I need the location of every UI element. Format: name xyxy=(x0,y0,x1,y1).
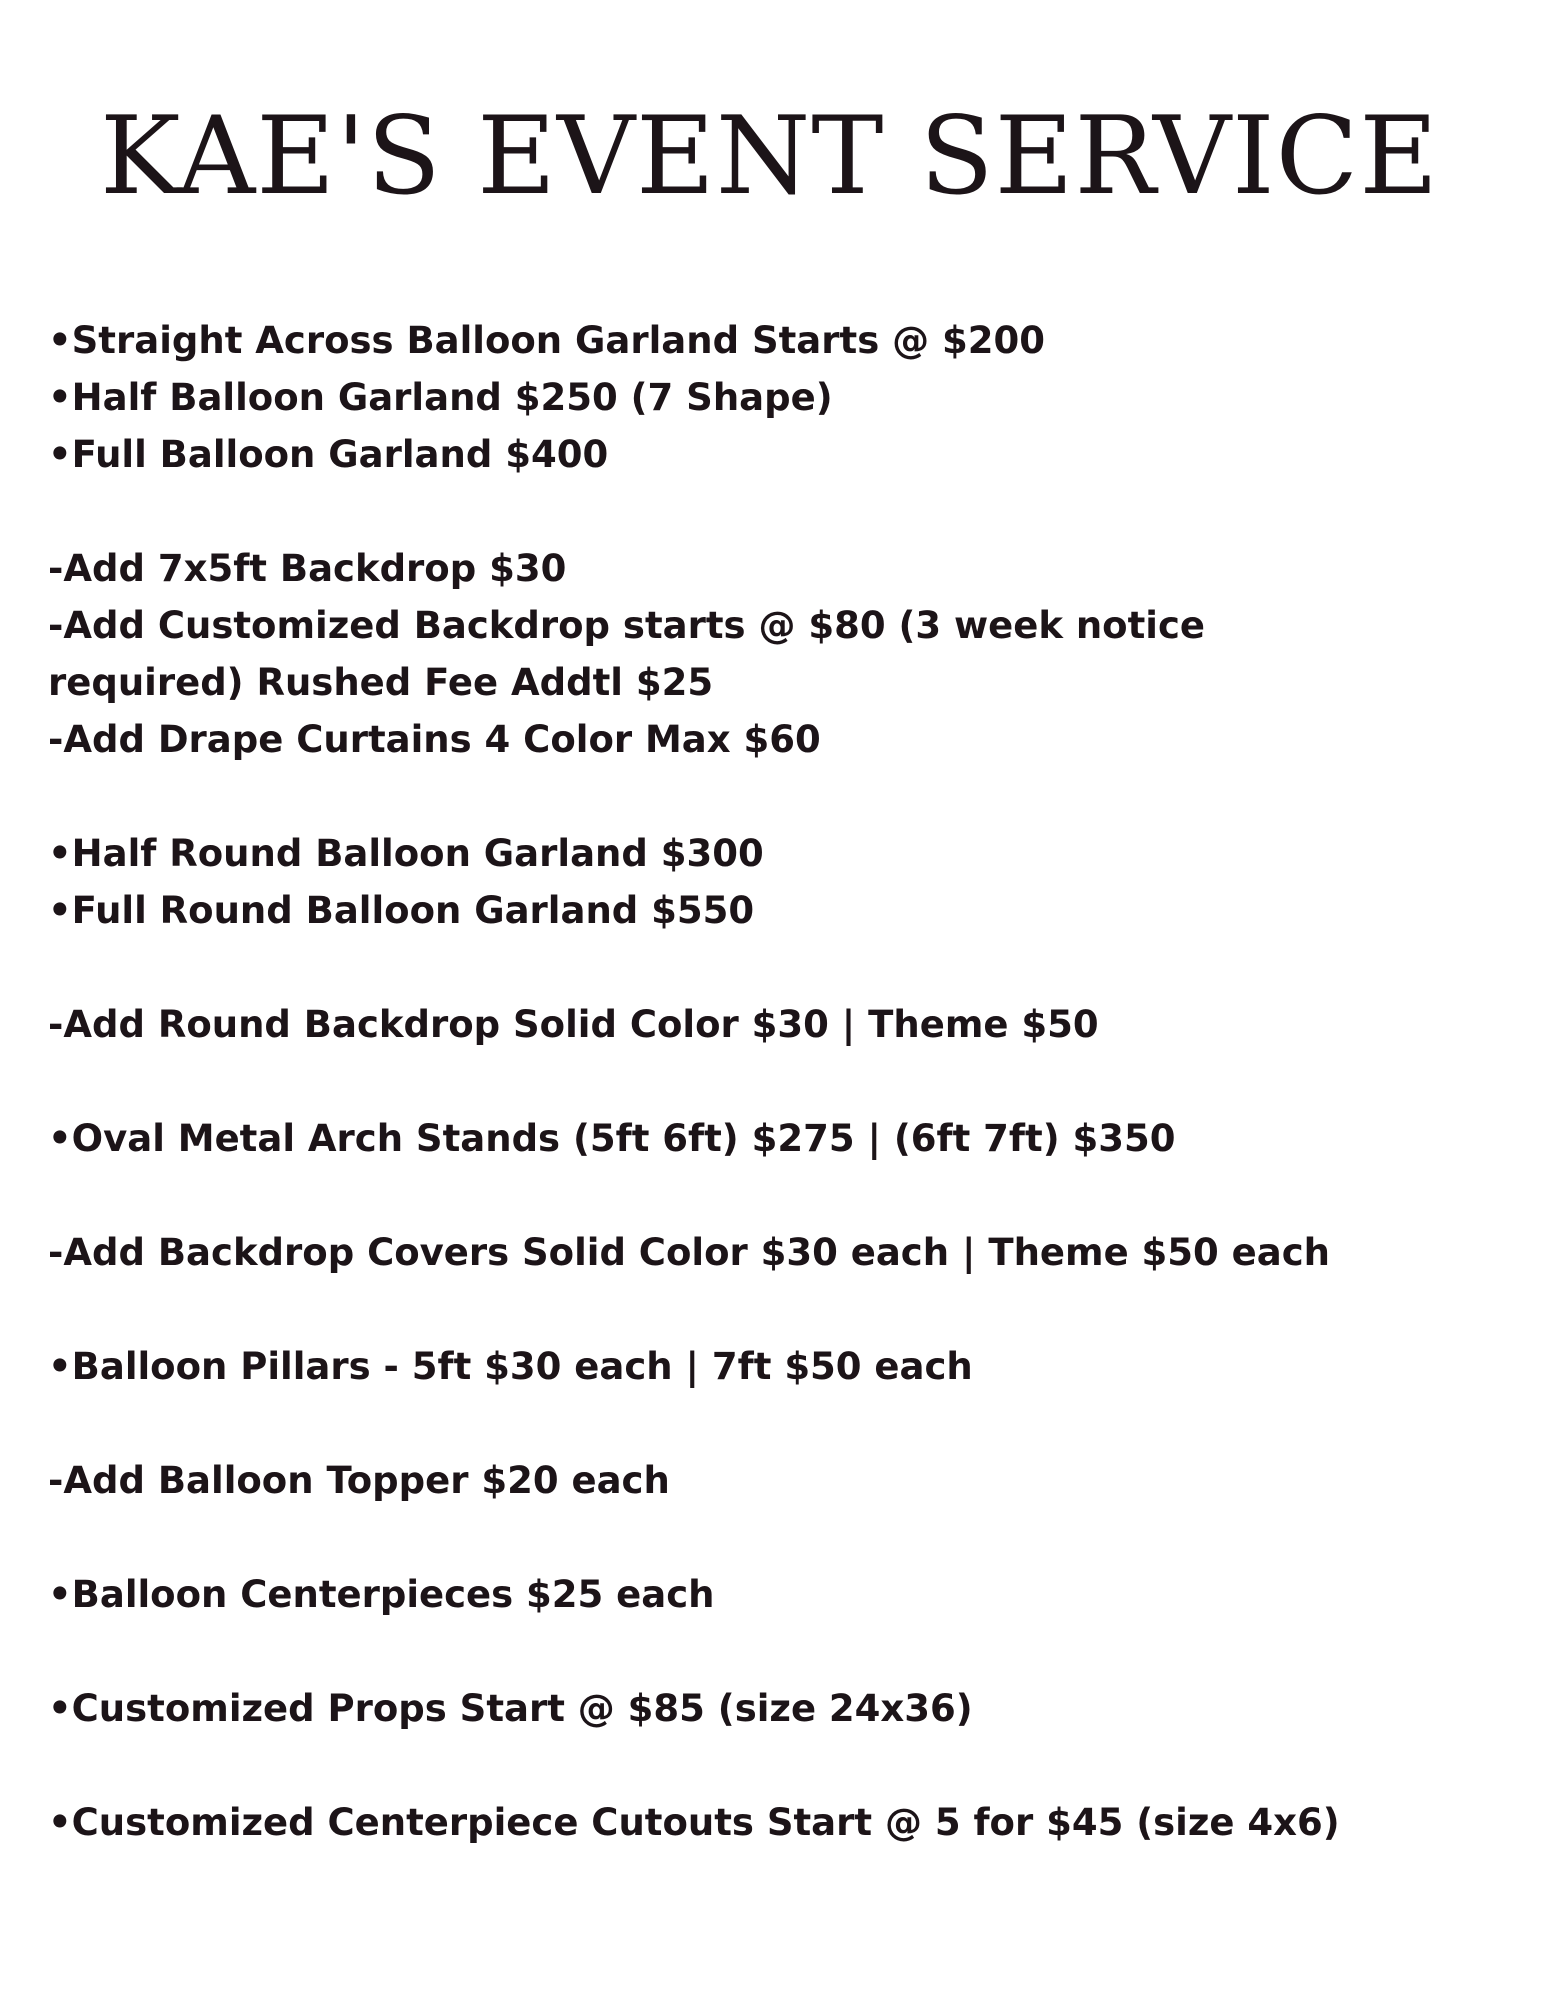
spacer xyxy=(48,768,1508,825)
spacer xyxy=(48,1623,1508,1680)
addon-line: -Add Drape Curtains 4 Color Max $60 xyxy=(48,718,821,761)
addon-line: -Add Customized Backdrop starts @ $80 (3 week notice xyxy=(48,604,1205,647)
addon-line: -Add Round Backdrop Solid Color $30 | Theme $50 xyxy=(48,1003,1099,1046)
spacer xyxy=(48,1167,1508,1224)
addon-line: -Add Balloon Topper $20 each xyxy=(48,1459,670,1502)
service-line: •Customized Props Start @ $85 (size 24x36) xyxy=(48,1687,973,1730)
service-price-list xyxy=(48,312,1508,1851)
service-line: •Full Round Balloon Garland $550 xyxy=(48,889,755,932)
spacer xyxy=(48,1281,1508,1338)
service-line: •Full Balloon Garland $400 xyxy=(48,433,609,476)
spacer xyxy=(48,1737,1508,1794)
service-line: •Half Balloon Garland $250 (7 Shape) xyxy=(48,376,833,419)
spacer xyxy=(48,1395,1508,1452)
service-line: •Oval Metal Arch Stands (5ft 6ft) $275 | (6ft 7ft) $350 xyxy=(48,1117,1176,1160)
service-line: •Balloon Centerpieces $25 each xyxy=(48,1573,715,1616)
spacer xyxy=(48,1053,1508,1110)
spacer xyxy=(48,939,1508,996)
service-line: •Straight Across Balloon Garland Starts @ $200 xyxy=(48,319,1045,362)
addon-line: -Add Backdrop Covers Solid Color $30 each | Theme $50 each xyxy=(48,1231,1330,1274)
page-title: KAE'S EVENT SERVICE xyxy=(100,94,1440,219)
service-line: •Balloon Pillars - 5ft $30 each | 7ft $50 each xyxy=(48,1345,973,1388)
addon-line-continued: required) Rushed Fee Addtl $25 xyxy=(48,661,714,704)
addon-line: -Add 7x5ft Backdrop $30 xyxy=(48,547,567,590)
spacer xyxy=(48,1509,1508,1566)
service-line: •Customized Centerpiece Cutouts Start @ 5 for $45 (size 4x6) xyxy=(48,1801,1340,1844)
spacer xyxy=(48,483,1508,540)
service-line: •Half Round Balloon Garland $300 xyxy=(48,832,764,875)
